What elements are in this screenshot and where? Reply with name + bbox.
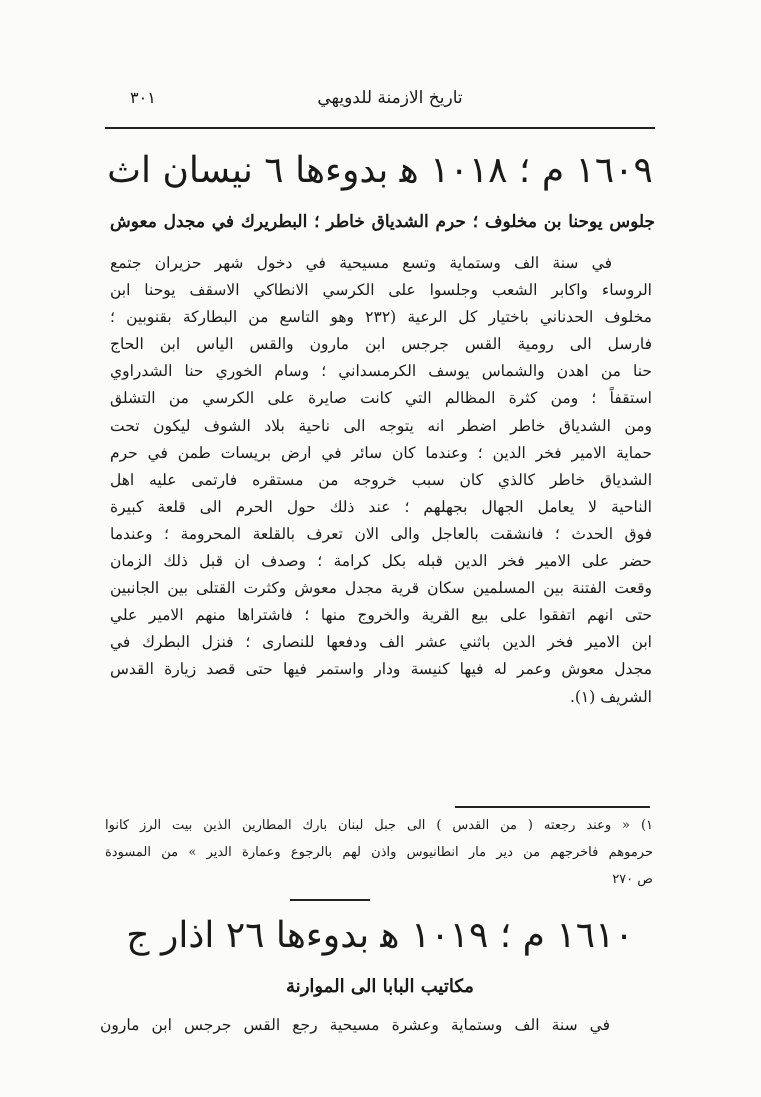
footnote-line: ١) « وعند رجعته ( من القدس ) الى جبل لبنان بارك المطارين الذين بيت الرز كانوا	[105, 818, 653, 833]
text-line: فارسل الى رومية القس جرجس ابن مارون والقس الياس ابن الحاج	[110, 335, 652, 354]
text-line: حنا من اهدن والشماس يوسف الكرمسداني ؛ وسام الخوري حنا الشدراوي	[110, 362, 652, 381]
section-heading-1609: ١٦٠٩ م ؛ ١٠١٨ ﻫ بدوءها ٦ نيسان اث	[107, 150, 653, 191]
section-divider	[290, 899, 370, 901]
section-subtitle-1609: جلوس يوحنا بن مخلوف ؛ حرم الشدياق خاطر ؛ البطريرك في مجدل معوش	[110, 212, 655, 232]
page-number: ٣٠١	[130, 88, 156, 107]
text-line: فوق الحدث ؛ فانشقت بالعاجل والى الان تعرف بالقلعة المحرومة ؛ وعندما	[110, 524, 652, 543]
text-line: ابن الامير فخر الدين باثني عشر الف ودفعها للنصارى ؛ فنزل البطرك في	[110, 633, 652, 652]
footnote-line: ص ٢٧٠	[612, 872, 653, 887]
text-line: حتى انهم اتفقوا على بيع القرية والخروج منها ؛ فاشتراها منهم الامير علي	[110, 606, 652, 625]
running-title: تاريخ الازمنة للدويهي	[317, 88, 463, 108]
text-line: الشريف (١).	[569, 687, 652, 706]
text-line: استقفاً ؛ ومن كثرة المظالم التي كانت صايرة على الكرسي من التشلق	[110, 389, 652, 408]
header-rule	[105, 127, 655, 129]
text-line: حماية الامير فخر الدين ؛ وعندما كان سائر في ارض بريسات طمن في حرم	[110, 443, 652, 462]
text-line: مخلوف الحدناني باختيار كل الرعية (٢٣٢ وهو التاسع من البطاركة بقنوبين ؛	[110, 308, 652, 327]
body-paragraph-1609	[110, 250, 652, 711]
text-line: الشدياق خاطر كالذي كان سبب خروجه من مستقره فارتمى عليه اهل	[110, 470, 652, 489]
section-heading-1610: ١٦١٠ م ؛ ١٠١٩ ﻫ بدوءها ٢٦ اذار ج	[126, 915, 634, 956]
footnote-line: حرموهم فاخرجهم من دير مار انطانيوس واذن لهم بالرجوع وعمارة الدير » من المسودة	[105, 845, 653, 860]
text-line: في سنة الف وستماية وعشرة مسيحية رجع القس جرجس ابن مارون	[100, 1016, 610, 1034]
text-line: مجدل معوش وعمر له فيها كنيسة ودار واستمر فيها حتى قصد زيارة القدس	[110, 660, 652, 679]
text-line: وقعت الفتنة بين المسلمين سكان قرية مجدل معوش وكثرت القتلى بين الجانبين	[110, 579, 652, 598]
footnote	[105, 812, 653, 893]
section-subtitle-1610: مكاتيب البابا الى الموارنة	[286, 976, 474, 997]
text-line: حضر على الامير فخر الدين قبله بكل كرامة ؛ وصدف ان قبل ذلك الزمان	[110, 552, 652, 571]
text-line: الروساء واكابر الشعب وجلسوا على الكرسي الانطاكي الاسقف يوحنا ابن	[110, 281, 652, 300]
footnote-rule	[455, 806, 650, 808]
body-paragraph-1610	[100, 1012, 650, 1039]
text-line: ومن الشدياق خاطر اضطر انه يتوجه الى ناحية بلاد الشوف ليكون تحت	[110, 416, 652, 435]
text-line: في سنة الف وستماية وتسع مسيحية في دخول شهر حزيران جتمع	[110, 254, 612, 272]
text-line: الناحية لا يعامل الجهال بجهلهم ؛ عند ذلك حول الحرم الى قلعة كبيرة	[110, 497, 652, 516]
